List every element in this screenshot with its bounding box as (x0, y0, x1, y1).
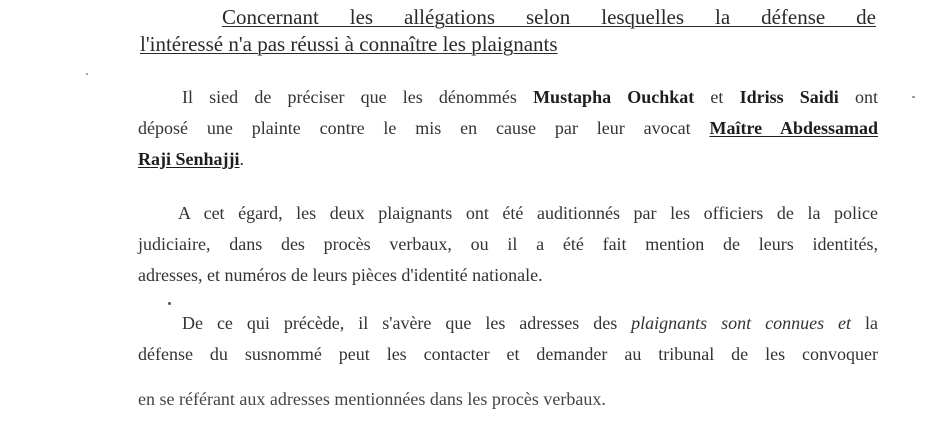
paragraph-1-line-1 (138, 82, 878, 113)
paragraph-3-line-1 (138, 308, 878, 339)
paragraph-3-line-2: défense du susnommé peut les contacter et demander au tribunal de les convoquer (138, 344, 878, 364)
complainant-name-1: Mustapha Ouchkat (533, 87, 695, 107)
paragraph-1-line-2 (138, 113, 878, 144)
lawyer-name-part-1: Maître Abdessamad (709, 118, 878, 138)
text-run: déposé une plainte contre le mis en cause par leur avocat (138, 118, 710, 138)
lawyer-name-part-2: Raji Senhajji (138, 149, 240, 169)
heading-line-1: Concernant les allégations selon lesquelles la défense de (222, 5, 876, 29)
paragraph-2-line-2: judiciaire, dans des procès verbaux, ou il a été fait mention de leurs identités, (138, 234, 878, 254)
paragraph-2-line-1: A cet égard, les deux plaignants ont été auditionnés par les officiers de la police (178, 203, 878, 223)
paragraph-2-line-3: adresses, et numéros de leurs pièces d'identité nationale. (138, 265, 543, 285)
text-run: ont (838, 87, 878, 107)
italic-run: plaignants sont connues et (631, 313, 852, 333)
paragraph-complainants (138, 82, 878, 175)
paragraph-hearing (138, 198, 878, 291)
text-run: Il sied de préciser que les dénommés (182, 87, 534, 107)
text-run: . (239, 149, 245, 169)
complainant-name-2: Idriss Saidi (739, 87, 839, 107)
cropped-text: en se référant aux adresses mentionnées dans les procès verbaux. (138, 389, 606, 409)
scan-speck (86, 73, 88, 75)
text-run: la (851, 313, 878, 333)
section-heading (140, 4, 876, 58)
paragraph-1-line-3 (138, 144, 878, 175)
scan-speck (168, 302, 171, 305)
text-run: De ce qui précède, il s'avère que les adresses des (182, 313, 632, 333)
paragraph-conclusion (138, 308, 878, 370)
scan-speck (912, 96, 915, 98)
heading-line-2: l'intéressé n'a pas réussi à connaître les plaignants (140, 32, 558, 56)
text-run: et (694, 87, 740, 107)
paragraph-3-line-3-cropped (138, 384, 878, 409)
